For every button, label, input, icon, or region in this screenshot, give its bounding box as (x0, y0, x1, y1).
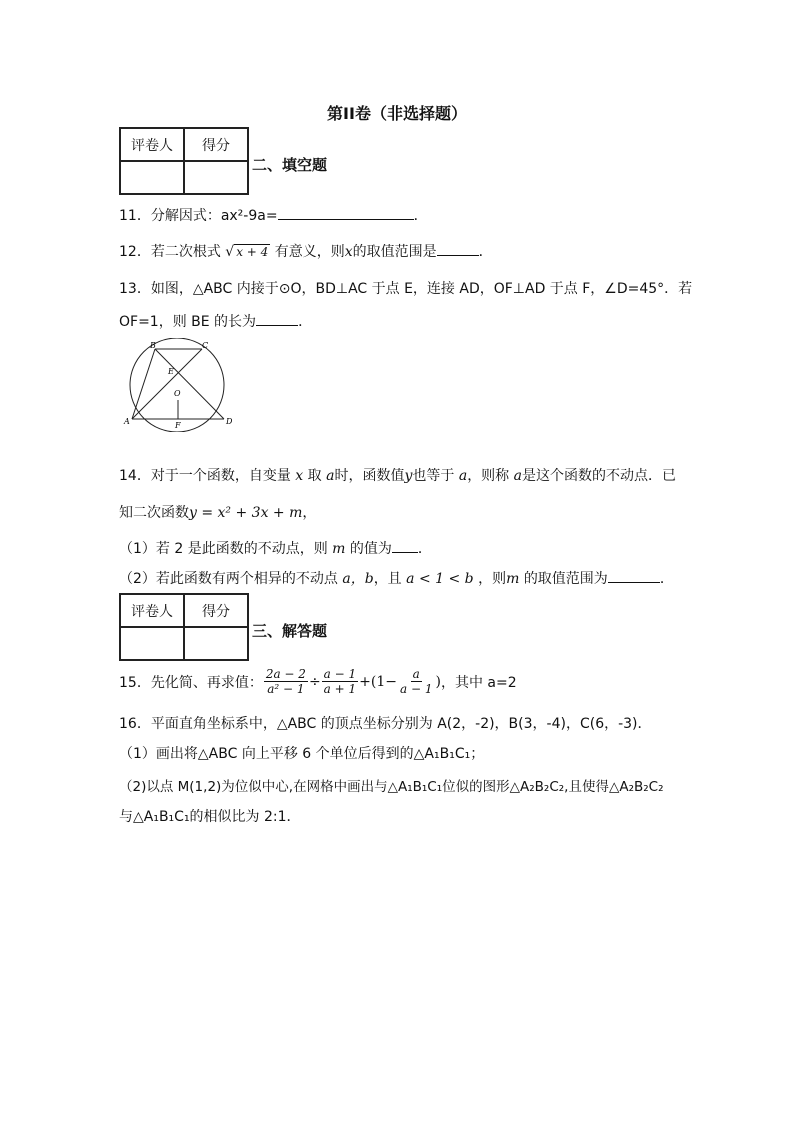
label-d: D (226, 417, 233, 426)
question-12 (119, 241, 493, 261)
radical-sign: √ (225, 244, 235, 260)
question-14-line2 (119, 502, 316, 522)
fraction-2: $\frac{a - 1}{a + 1}$ (323, 667, 357, 696)
section-heading: 三、解答题 (252, 622, 328, 640)
q14-text: 14．对于一个函数，自变量 (119, 468, 291, 484)
segment-bd (155, 349, 224, 419)
answer-blank[interactable] (256, 311, 298, 326)
score-header: 得分 (184, 594, 248, 627)
var-m: m (506, 571, 520, 587)
answer-blank[interactable] (608, 568, 660, 583)
question-16-part2-cont: 与△A₁B₁C₁的相似比为 2:1． (119, 809, 301, 825)
question-13-line1: 13．如图，△ABC 内接于⊙O，BD⊥AC 于点 E，连接 AD，OF⊥AD 于点 F，∠D=45°．若 (119, 281, 693, 297)
section-heading: 二、填空题 (252, 156, 328, 174)
q14-text: 知二次函数 (119, 505, 189, 521)
reviewer-header: 评卷人 (120, 128, 184, 161)
q14-text: ． (417, 541, 432, 557)
question-16-line1: 16．平面直角坐标系中，△ABC 的顶点坐标分别为 A(2，-2)，B(3，-4)，C(6，-3)． (119, 716, 652, 732)
q14-text: ，则称 (467, 468, 510, 484)
answer-blank[interactable] (437, 241, 479, 256)
var-y: y (404, 468, 413, 484)
circle-geometry-figure (118, 338, 243, 432)
side-ab (132, 349, 155, 419)
question-13-line2 (119, 311, 312, 331)
quadratic-function: y = x² + 3x + m (189, 505, 303, 521)
q11-suffix: ． (413, 208, 428, 224)
q14-text: 时，函数值 (334, 468, 405, 484)
score-table (119, 593, 249, 661)
score-header: 得分 (184, 128, 248, 161)
q14-text: 的取值范围为 (523, 571, 608, 587)
q14-text: ， (302, 505, 317, 521)
answer-blank[interactable] (392, 538, 418, 553)
question-11 (119, 205, 428, 225)
q14-text: 取 (307, 468, 322, 484)
q14-text: 也等于 (412, 468, 455, 484)
q12-mid: 有意义，则 (274, 244, 345, 260)
question-16-part2: （2)以点 M(1,2)为位似中心,在网格中画出与△A₁B₁C₁位似的图形△A₂B₂C₂,且使得△A₂B₂C₂ (119, 779, 664, 795)
q12-suffix: ． (478, 244, 493, 260)
var-x: x (295, 468, 304, 484)
q14-text: ，且 (373, 571, 402, 587)
q14-text: 的值为 (349, 541, 392, 557)
label-a: A (124, 417, 130, 426)
q14-text: ． (659, 571, 674, 587)
answer-blank[interactable] (278, 205, 414, 220)
question-15 (119, 667, 517, 696)
question-16-part1: （1）画出将△ABC 向上平移 6 个单位后得到的△A₁B₁C₁； (119, 746, 485, 762)
var-ab: a，b (342, 571, 374, 587)
reviewer-cell (120, 161, 184, 194)
score-cell (184, 161, 248, 194)
inequality: a < 1 < b (406, 571, 474, 587)
side-ac (132, 349, 202, 419)
q14-text: 是这个函数的不动点．已 (522, 468, 676, 484)
q13-suffix: ． (298, 314, 313, 330)
q12-end: 的取值范围是 (352, 244, 437, 260)
var-a: a (513, 468, 522, 484)
label-o: O (174, 389, 181, 398)
var-x: x (344, 244, 353, 260)
question-14-line1 (119, 465, 676, 485)
fraction-1: $\frac{2a - 2}{\text{a² − 1}}$ (265, 667, 306, 696)
q14-text: （2）若此函数有两个相异的不动点 (119, 571, 338, 587)
plus-paren: +(1− (359, 673, 397, 690)
q15-text: 15．先化简、再求值： (119, 674, 263, 691)
var-a: a (326, 468, 335, 484)
reviewer-header: 评卷人 (120, 594, 184, 627)
radicand: x + 4 (236, 245, 269, 259)
divide-sign: ÷ (308, 673, 321, 690)
label-f: F (175, 421, 181, 430)
q12-text: 12．若二次根式 (119, 244, 221, 260)
q15-suffix: ，其中 a=2 (440, 674, 517, 691)
var-m: m (332, 541, 346, 557)
circle-o (130, 338, 224, 432)
close-paren: ) (435, 673, 441, 690)
q14-text: （1）若 2 是此函数的不动点，则 (119, 541, 328, 557)
question-14-part2 (119, 568, 674, 588)
fraction-3: $\frac{a}{a - 1}$ (400, 667, 433, 696)
reviewer-cell (120, 627, 184, 660)
score-table (119, 127, 249, 195)
page-title: 第II卷（非选择题） (327, 104, 467, 123)
q13-text: OF=1，则 BE 的长为 (119, 314, 257, 330)
question-14-part1 (119, 538, 432, 558)
var-a: a (458, 468, 468, 484)
q11-text: 11．分解因式：ax²-9a= (119, 208, 278, 224)
label-c: C (202, 341, 209, 350)
score-cell (184, 627, 248, 660)
q14-text: ，则 (478, 571, 507, 587)
label-e: E (168, 367, 174, 376)
label-b: B (150, 341, 156, 350)
